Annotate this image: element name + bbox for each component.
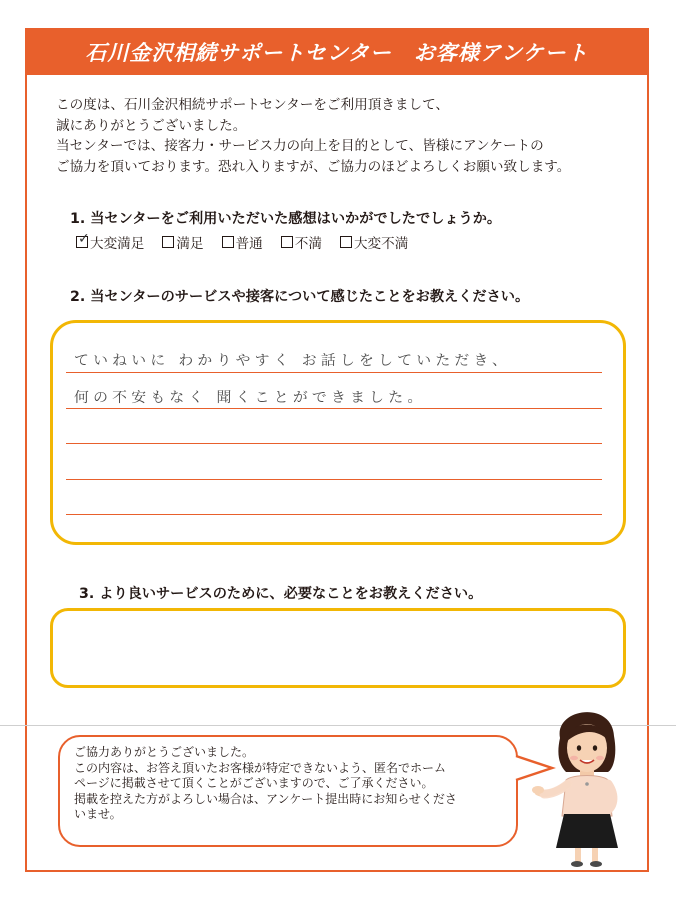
- survey-title: 石川金沢相続サポートセンター お客様アンケート: [25, 28, 649, 75]
- question-1-options: [76, 232, 426, 252]
- option-label: 普通: [235, 236, 263, 252]
- option-label: 満足: [176, 236, 204, 252]
- handwritten-answer-line-1: ていねいに わかりやすく お話しをしていただき、: [74, 353, 512, 369]
- answer-line: [66, 479, 602, 480]
- option-neutral[interactable]: [222, 232, 263, 252]
- checkbox[interactable]: [281, 236, 293, 248]
- question-2-title: 2. 当センターのサービスや接客について感じたことをお教えください。: [70, 289, 530, 305]
- option-satisfied[interactable]: [162, 232, 203, 252]
- handwritten-answer-line-2: 何の不安もなく 聞くことができました。: [74, 390, 427, 406]
- checkbox[interactable]: [162, 236, 174, 248]
- staff-illustration-icon: [532, 700, 642, 868]
- option-very-dissatisfied[interactable]: [340, 232, 408, 252]
- answer-line: [66, 408, 602, 409]
- checkbox[interactable]: [222, 236, 234, 248]
- option-very-satisfied[interactable]: [76, 232, 144, 252]
- question-1-title: 1. 当センターをご利用いただいた感想はいかがでしたでしょうか。: [70, 211, 502, 227]
- check-icon: ✓: [78, 231, 90, 247]
- option-label: 大変不満: [353, 236, 409, 252]
- option-label: 不満: [294, 236, 322, 252]
- option-label: 大変満足: [90, 236, 145, 252]
- option-dissatisfied[interactable]: [281, 232, 322, 252]
- intro-text: この度は、石川金沢相続サポートセンターをご利用頂きまして、 誠にありがとうございました。 当センターでは、接客力・サービス力の向上を目的として、皆様にアンケートの ご協力を頂いております。恐れ入りますが、ご協力のほどよろしくお願い致します。: [56, 97, 571, 175]
- question-3-title: 3. より良いサービスのために、必要なことをお教えください。: [79, 586, 483, 602]
- checkbox[interactable]: [76, 231, 90, 248]
- thank-you-bubble: ご協力ありがとうございました。 この内容は、お答え頂いたお客様が特定できないよう、匿名でホーム ページに掲載させて頂くことがございますので、ご了承ください。 掲載を控えた方がよろしい場合は、アンケート提出時にお知らせくださ いませ。: [58, 735, 518, 847]
- answer-line: [66, 372, 602, 373]
- answer-line: [66, 443, 602, 444]
- question-3-answer-box[interactable]: [50, 608, 626, 688]
- answer-line: [66, 514, 602, 515]
- checkbox[interactable]: [340, 236, 352, 248]
